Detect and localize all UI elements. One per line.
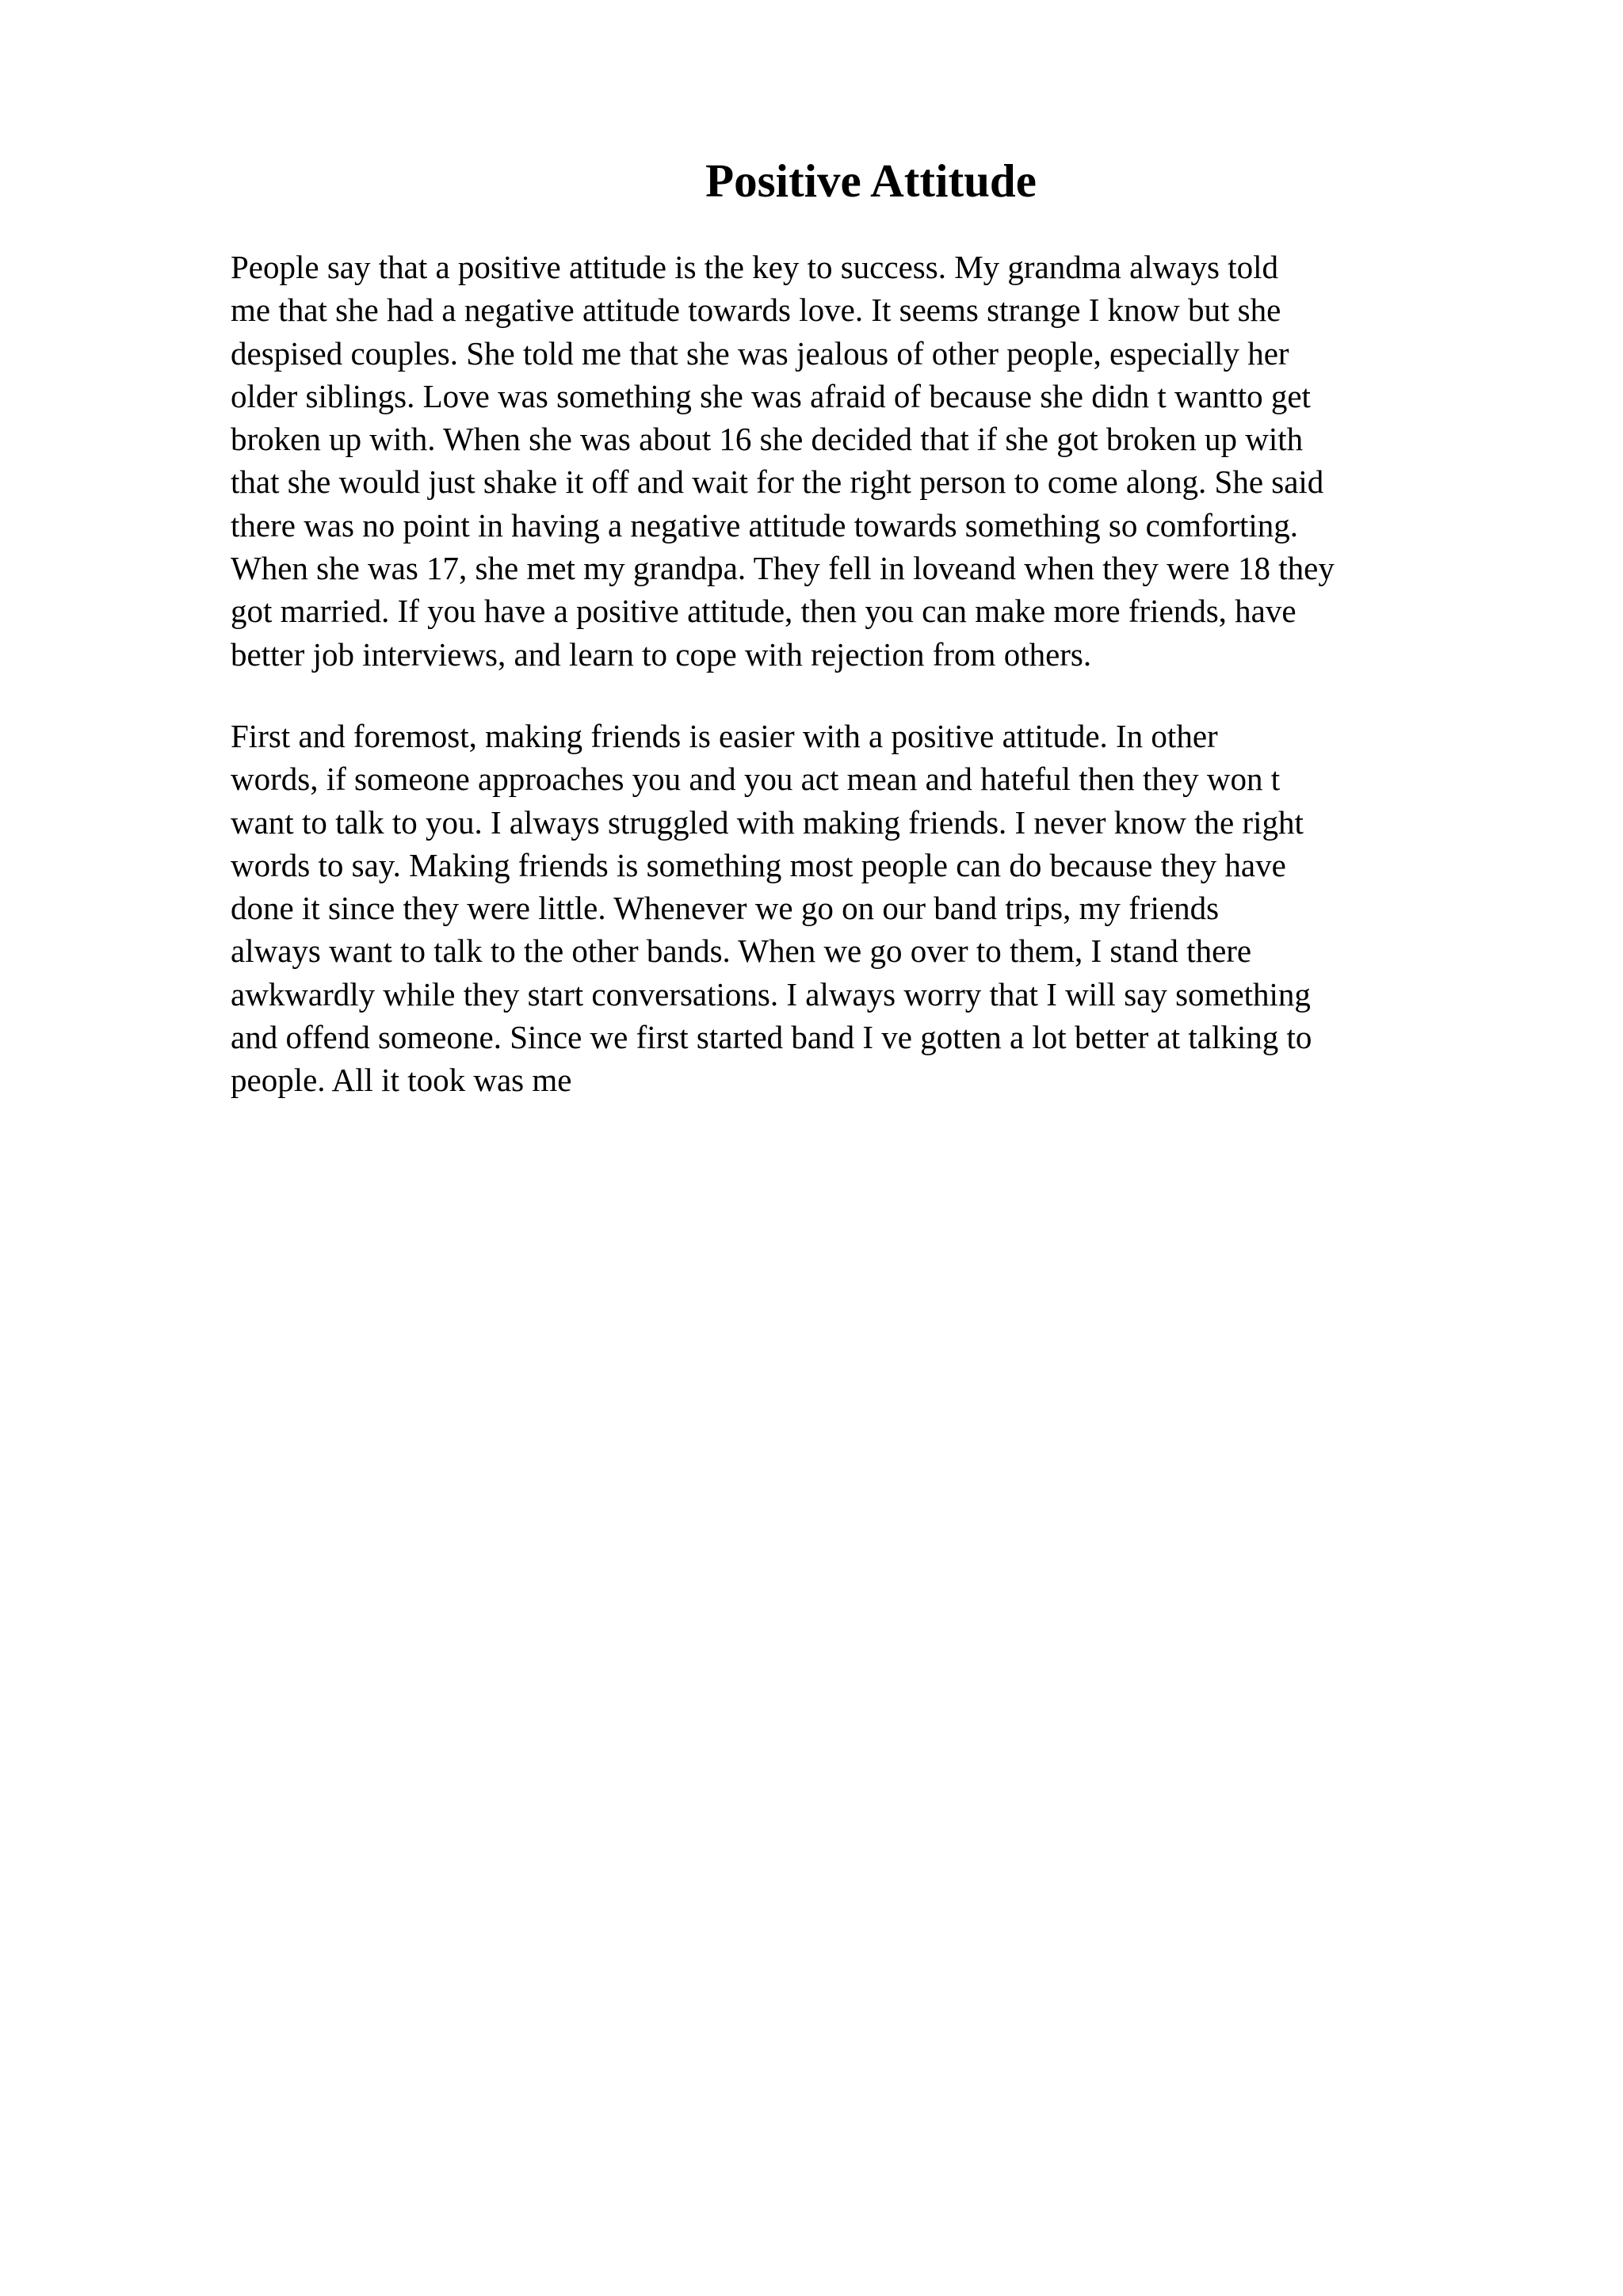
paragraph-line: words, if someone approaches you and you act mean and hateful then they won t — [231, 761, 1281, 798]
paragraph-line: got married. If you have a positive attitude, then you can make more friends, have — [231, 593, 1296, 630]
paragraph-line: awkwardly while they start conversations. I always worry that I will say something — [231, 975, 1311, 1013]
paragraph-line: me that she had a negative attitude towards love. It seems strange I know but she — [231, 292, 1281, 329]
paragraph-line: better job interviews, and learn to cope with rejection from others. — [231, 635, 1092, 673]
paragraph-line: despised couples. She told me that she was jealous of other people, especially her — [231, 334, 1289, 372]
paragraph-2 — [231, 715, 1499, 1102]
paragraph-line: done it since they were little. Whenever we go on our band trips, my friends — [231, 890, 1220, 927]
paragraph-line: broken up with. When she was about 16 she decided that if she got broken up with — [231, 421, 1304, 458]
paragraph-line: words to say. Making friends is something most people can do because they have — [231, 846, 1286, 883]
paragraph-line: When she was 17, she met my grandpa. They fell in loveand when they were 18 they — [231, 550, 1335, 587]
document-title: Positive Attitude — [705, 154, 1037, 207]
paragraph-line: there was no point in having a negative attitude towards something so comforting. — [231, 506, 1299, 543]
paragraph-line: and offend someone. Since we first started band I ve gotten a lot better at talking to — [231, 1019, 1312, 1056]
paragraph-1 — [231, 246, 1499, 676]
paragraph-line: want to talk to you. I always struggled with making friends. I never know the right — [231, 803, 1304, 841]
paragraph-line: that she would just shake it off and wait for the right person to come along. She said — [231, 463, 1324, 501]
paragraph-line: people. All it took was me — [231, 1062, 572, 1099]
paragraph-line: older siblings. Love was something she was afraid of because she didn t wantto get — [231, 377, 1311, 414]
paragraph-line: always want to talk to the other bands. When we go over to them, I stand there — [231, 933, 1252, 970]
paragraph-line: People say that a positive attitude is the key to success. My grandma always told — [231, 249, 1278, 285]
paragraph-line: First and foremost, making friends is easier with a positive attitude. In other — [231, 718, 1218, 754]
